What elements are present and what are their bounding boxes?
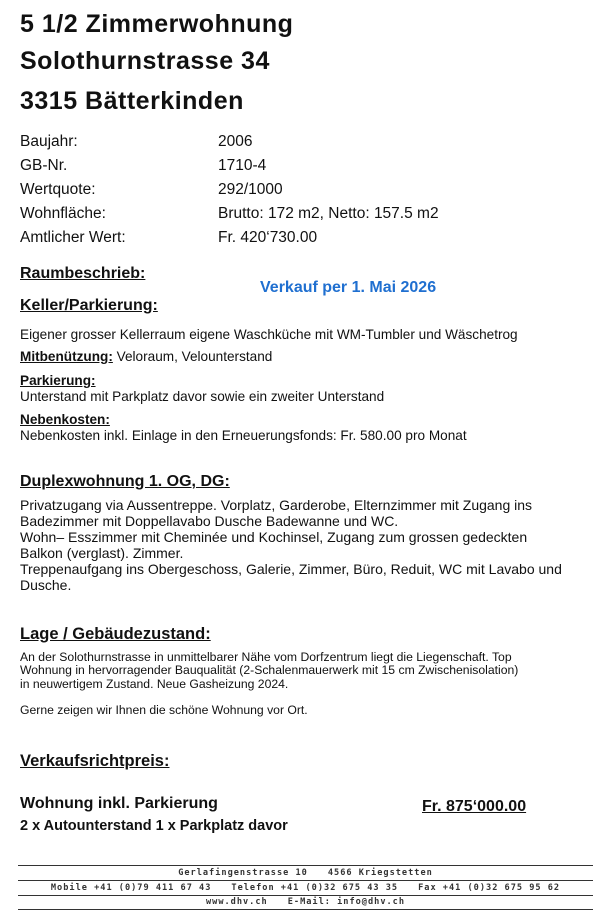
duplex-line-1: Privatzugang via Aussentreppe. Vorplatz, Garderobe, Elternzimmer mit Zugang ins — [20, 497, 533, 513]
duplex-heading: Duplexwohnung 1. OG, DG: — [20, 473, 230, 490]
fact-label-wohnflaeche: Wohnfläche: — [20, 205, 106, 222]
footer-rule-top — [18, 865, 593, 866]
footer-phone: Telefon +41 (0)32 675 43 35 — [231, 883, 399, 893]
fact-value-wohnflaeche: Brutto: 172 m2, Netto: 157.5 m2 — [218, 205, 439, 222]
mitbenuetzung-text: Veloraum, Velounterstand — [112, 349, 273, 364]
footer-web-link[interactable]: www.dhv.ch — [205, 897, 268, 907]
lage-line-1: An der Solothurnstrasse in unmittelbarer Nähe vom Dorfzentrum liegt die Liegenschaft. Top — [20, 650, 512, 664]
fact-value-amtlicher-wert: Fr. 420‘730.00 — [218, 229, 318, 246]
lage-line-2: Wohnung in hervorragender Bauqualität (2-Schalenmauerwerk mit 15 cm Zwischenisolation) — [20, 663, 519, 678]
title-line-2: Solothurnstrasse 34 — [20, 47, 270, 75]
nebenkosten-block — [20, 412, 580, 443]
parkierung-block — [20, 373, 580, 404]
fact-value-gb-nr: 1710-4 — [218, 157, 267, 174]
duplex-description — [20, 497, 580, 593]
price-heading: Verkaufsrichtpreis: — [20, 752, 170, 770]
lage-line-4: Gerne zeigen wir Ihnen die schöne Wohnung vor Ort. — [20, 702, 308, 717]
fact-label-baujahr: Baujahr: — [20, 133, 78, 150]
raumbeschrieb-heading: Raumbeschrieb: — [20, 265, 146, 282]
parkierung-text: Unterstand mit Parkplatz davor sowie ein zweiter Unterstand — [20, 388, 385, 404]
fact-label-gb-nr: GB-Nr. — [20, 157, 68, 174]
title-line-1: 5 1/2 Zimmerwohnung — [20, 10, 294, 38]
parkierung-label: Parkierung: — [20, 373, 96, 388]
footer-rule-bottom — [18, 909, 593, 910]
nebenkosten-text: Nebenkosten inkl. Einlage in den Erneuerungsfonds: Fr. 580.00 pro Monat — [20, 427, 467, 443]
footer-town: 4566 Kriegstetten — [327, 868, 433, 878]
duplex-line-2: Badezimmer mit Doppellavabo Dusche Badewanne und WC. — [20, 513, 399, 529]
footer-rule-lower — [18, 895, 593, 896]
footer-fax: Fax +41 (0)32 675 95 62 — [418, 883, 561, 893]
lage-description — [20, 651, 598, 717]
duplex-line-6: Dusche. — [20, 577, 72, 593]
duplex-line-3: Wohn– Esszimmer mit Cheminée und Kochinsel, Zugang zum grossen gedeckten — [20, 529, 528, 545]
sale-notice: Verkauf per 1. Mai 2026 — [260, 279, 437, 296]
footer-address-line — [18, 868, 593, 878]
footer-web-line — [18, 897, 593, 907]
footer-rule-middle — [18, 880, 593, 881]
footer-phone-line — [18, 883, 593, 893]
lage-line-3: in neuwertigem Zustand. Neue Gasheizung 2024. — [20, 676, 289, 691]
title-line-3: 3315 Bätterkinden — [20, 87, 244, 115]
mitbenuetzung-line — [20, 349, 580, 365]
fact-value-baujahr: 2006 — [218, 133, 253, 150]
lage-heading: Lage / Gebäudezustand: — [20, 625, 211, 643]
mitbenuetzung-label: Mitbenützung: — [20, 349, 113, 364]
price-sub: 2 x Autounterstand 1 x Parkplatz davor — [20, 818, 288, 834]
fact-value-wertquote: 292/1000 — [218, 181, 283, 198]
nebenkosten-label: Nebenkosten: — [20, 412, 110, 427]
price-value: Fr. 875‘000.00 — [422, 798, 527, 815]
footer-email-link[interactable]: E-Mail: info@dhv.ch — [287, 897, 406, 907]
price-label: Wohnung inkl. Parkierung — [20, 795, 218, 812]
duplex-line-4: Balkon (verglast). Zimmer. — [20, 545, 184, 561]
duplex-line-5: Treppenaufgang ins Obergeschoss, Galerie, Zimmer, Büro, Reduit, WC mit Lavabo und — [20, 561, 562, 577]
fact-label-wertquote: Wertquote: — [20, 181, 96, 198]
footer-address: Gerlafingenstrasse 10 — [178, 868, 308, 878]
fact-label-amtlicher-wert: Amtlicher Wert: — [20, 229, 126, 246]
keller-heading: Keller/Parkierung: — [20, 297, 158, 314]
keller-text: Eigener grosser Kellerraum eigene Waschküche mit WM-Tumbler und Wäschetrog — [20, 327, 518, 342]
footer-mobile: Mobile +41 (0)79 411 67 43 — [50, 883, 212, 893]
